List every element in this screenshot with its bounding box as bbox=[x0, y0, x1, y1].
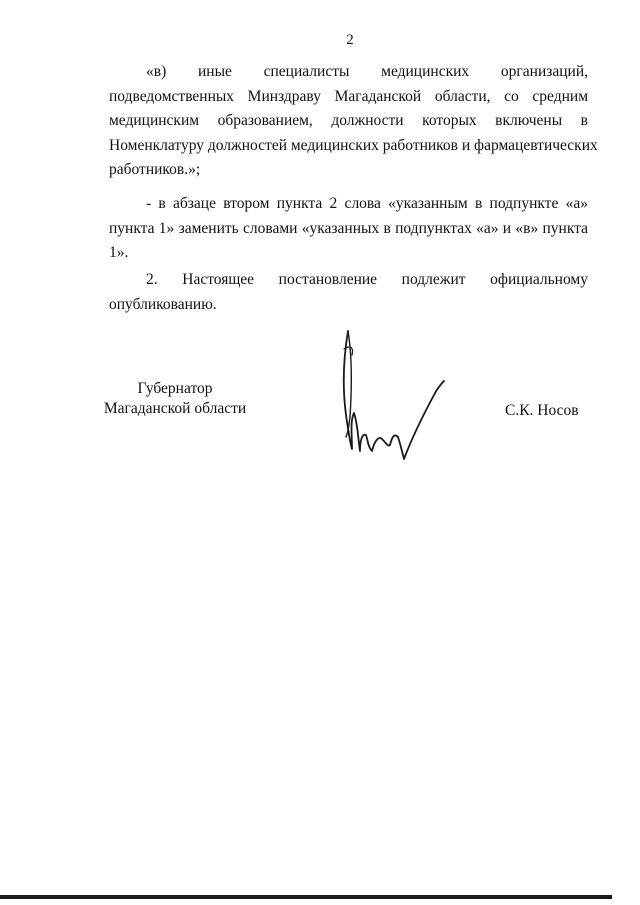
text-line: - в абзаце втором пункта 2 слова «указанным в подпункте «а» bbox=[146, 195, 588, 212]
position-line: Губернатор bbox=[137, 380, 213, 397]
position-line: Магаданской области bbox=[103, 400, 247, 417]
text-line: подведомственных Минздраву Магаданской области, со средним bbox=[109, 87, 588, 105]
handwritten-signature bbox=[330, 325, 450, 465]
text-line: медицинским образованием, должности которых включены в bbox=[109, 112, 588, 129]
paragraph-publication bbox=[109, 268, 588, 317]
page-number: 2 bbox=[346, 32, 354, 48]
text-line: «в) иные специалисты медицинских организаций, bbox=[146, 63, 588, 80]
text-line: работников.»; bbox=[109, 161, 201, 178]
paragraph-amendment-point-2 bbox=[109, 192, 588, 266]
signatory-name: С.К. Носов bbox=[505, 402, 579, 419]
paragraph-amendment-v bbox=[109, 60, 598, 183]
text-line: опубликованию. bbox=[109, 295, 217, 313]
text-line: 2. Настоящее постановление подлежит официальному bbox=[146, 271, 588, 288]
text-line: Номенклатуру должностей медицинских работников и фармацевтических bbox=[109, 136, 598, 154]
bottom-border-line bbox=[0, 895, 612, 899]
text-line: пункта 1» заменить словами «указанных в подпунктах «а» и «в» пункта bbox=[109, 219, 588, 237]
signatory-position bbox=[100, 379, 250, 419]
text-line: 1». bbox=[109, 244, 129, 261]
